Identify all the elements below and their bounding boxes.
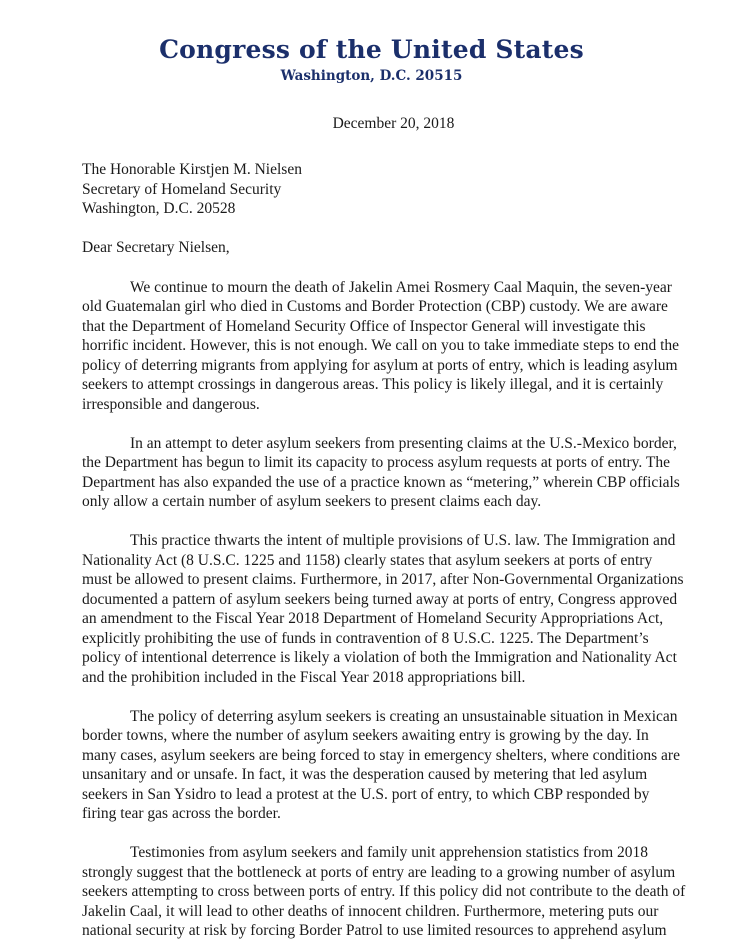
paragraph-line: This practice thwarts the intent of multiple provisions of U.S. law. The Immigration and [130, 532, 676, 549]
paragraph-line: explicitly prohibiting the use of funds in contravention of 8 U.S.C. 1225. The Department’s [82, 629, 649, 647]
paragraph-line: firing tear gas across the border. [82, 805, 281, 822]
paragraph-line: horrific incident. However, this is not enough. We call on you to take immediate steps to end the [82, 337, 680, 354]
letter-date: December 20, 2018 [332, 115, 455, 132]
paragraph-line: old Guatemalan girl who died in Customs and Border Protection (CBP) custody. We are aware [82, 298, 668, 315]
paragraph-line: national security at risk by forcing Border Patrol to use limited resources to apprehend asylum [82, 922, 667, 939]
paragraph-line: strongly suggest that the bottleneck at ports of entry are leading to a growing number of asylum [82, 863, 676, 881]
paragraph-line: We continue to mourn the death of Jakelin Amei Rosmery Caal Maquin, the seven-year [130, 278, 672, 296]
paragraph-line: policy of intentional deterrence is likely a violation of both the Immigration and Nationality Act [82, 649, 677, 666]
addressee-name: The Honorable Kirstjen M. Nielsen [82, 161, 302, 178]
paragraph-line: seekers attempting to cross between ports of entry. If this policy did not contribute to the death of [82, 883, 686, 900]
paragraph-line: border towns, where the number of asylum seekers awaiting entry is growing by the day. In [82, 727, 649, 744]
paragraph-line: Department has also expanded the use of a practice known as “metering,” wherein CBP officials [82, 473, 680, 491]
paragraph-line: many cases, asylum seekers are being forced to stay in emergency shelters, where conditions are [82, 746, 680, 764]
body-paragraph [82, 843, 705, 941]
paragraph-line: irresponsible and dangerous. [82, 395, 260, 413]
paragraph-line: Nationality Act (8 U.S.C. 1225 and 1158) clearly states that asylum seekers at ports of entry [82, 551, 653, 569]
paragraph-line: an amendment to the Fiscal Year 2018 Department of Homeland Security Appropriations Act, [82, 610, 664, 627]
body-paragraph [82, 707, 705, 824]
paragraph-line: seekers in San Ysidro to lead a protest at the U.S. port of entry, to which CBP responded by [82, 785, 650, 803]
paragraph-line: policy of deterring migrants from applying for asylum at ports of entry, which is leading asylum [82, 356, 678, 374]
salutation: Dear Secretary Nielsen, [82, 238, 230, 256]
addressee-block [82, 160, 705, 219]
addressee-address: Washington, D.C. 20528 [82, 200, 236, 217]
paragraph-line: and the prohibition included in the Fiscal Year 2018 appropriations bill. [82, 668, 526, 686]
letterhead-title: Congress of the United States [159, 35, 584, 64]
paragraph-line: Testimonies from asylum seekers and family unit apprehension statistics from 2018 [130, 844, 649, 861]
paragraph-line: must be allowed to present claims. Furthermore, in 2017, after Non-Governmental Organizations [82, 571, 684, 588]
paragraph-line: seekers to attempt crossings in dangerous areas. This policy is likely illegal, and it is certainly [82, 376, 664, 393]
paragraph-line: that the Department of Homeland Security Office of Inspector General will investigate this [82, 317, 646, 335]
paragraph-line: unsanitary and or unsafe. In fact, it was the desperation caused by metering that led asylum [82, 766, 648, 783]
letter-body [82, 278, 705, 941]
letterhead-location: Washington, D.C. 20515 [280, 68, 463, 84]
paragraph-line: only allow a certain number of asylum seekers to present claims each day. [82, 493, 542, 510]
letterhead [38, 0, 705, 85]
body-paragraph [82, 531, 705, 687]
body-paragraph [82, 434, 705, 512]
addressee-title: Secretary of Homeland Security [82, 180, 282, 198]
paragraph-line: documented a pattern of asylum seekers being turned away at ports of entry, Congress approved [82, 590, 678, 608]
paragraph-line: Jakelin Caal, it will lead to other deaths of innocent children. Furthermore, metering puts our [82, 902, 659, 920]
paragraph-line: The policy of deterring asylum seekers is creating an unsustainable situation in Mexican [130, 707, 678, 725]
body-paragraph [82, 278, 705, 415]
paragraph-line: the Department has begun to limit its capacity to process asylum requests at ports of entry. The [82, 454, 670, 471]
paragraph-line: In an attempt to deter asylum seekers from presenting claims at the U.S.-Mexico border, [130, 434, 677, 452]
